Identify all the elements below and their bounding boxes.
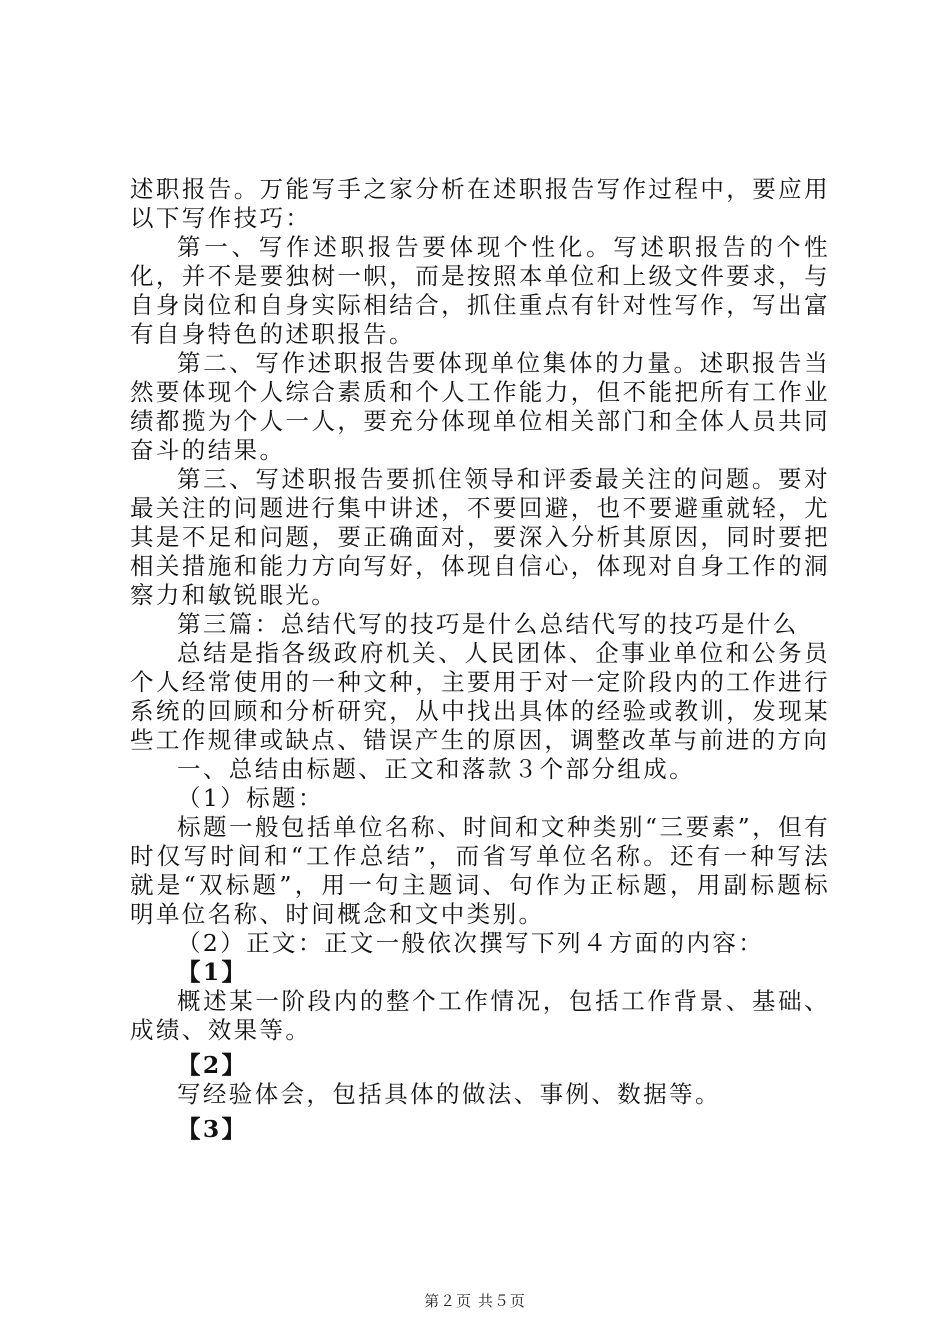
paragraph-title-label: （1）标题： <box>177 784 324 812</box>
paragraph-structure: 一、总结由标题、正文和落款３个部分组成。 <box>177 755 695 783</box>
paragraph-item-2: 写经验体会，包括具体的做法、事例、数据等。 <box>177 1080 721 1108</box>
page-footer: 第２页 共５页 <box>424 1292 526 1310</box>
list-marker-2: 【2】 <box>177 1051 248 1079</box>
list-marker-1: 【1】 <box>177 958 248 986</box>
paragraph-item-1: 概述某一阶段内的整个工作情况，包括工作背景、基础、成绩、效果等。 <box>130 987 830 1044</box>
paragraph-body-label: （2）正文：正文一般依次撰写下列４方面的内容： <box>177 929 765 957</box>
paragraph-first-tip: 第一、写作述职报告要体现个性化。写述职报告的个性化，并不是要独树一帜，而是按照本单位和上级文件要求，与自身岗位和自身实际相结合，抓住重点有针对性写作，写出富有自身特色的述职报告。 <box>130 233 830 348</box>
list-marker-3: 【3】 <box>177 1115 248 1143</box>
document-body <box>130 175 830 1144</box>
paragraph-second-tip: 第二、写作述职报告要体现单位集体的力量。述职报告当然要体现个人综合素质和个人工作能力，但不能把所有工作业绩都揽为个人一人，要充分体现单位相关部门和全体人员共同奋斗的结果。 <box>130 349 830 464</box>
paragraph-summary-definition: 总结是指各级政府机关、人民团体、企事业单位和公务员个人经常使用的一种文种，主要用于对一定阶段内的工作进行系统的回顾和分析研究，从中找出具体的经验或教训，发现某些工作规律或缺点、错误产生的原因，调整改革与前进的方向 <box>130 639 830 754</box>
section-heading: 第三篇：总结代写的技巧是什么总结代写的技巧是什么 <box>177 610 799 638</box>
paragraph-intro: 述职报告。万能写手之家分析在述职报告写作过程中，要应用以下写作技巧： <box>130 175 830 232</box>
paragraph-third-tip: 第三、写述职报告要抓住领导和评委最关注的问题。要对最关注的问题进行集中讲述，不要回避，也不要避重就轻，尤其是不足和问题，要正确面对，要深入分析其原因，同时要把相关措施和能力方向写好，体现自信心，体现对自身工作的洞察力和敏锐眼光。 <box>130 465 830 609</box>
paragraph-title-description: 标题一般包括单位名称、时间和文种类别“三要素”，但有时仅写时间和“工作总结”，而省写单位名称。还有一种写法就是“双标题”，用一句主题词、句作为正标题，用副标题标明单位名称、时间概念和文中类别。 <box>130 813 830 928</box>
